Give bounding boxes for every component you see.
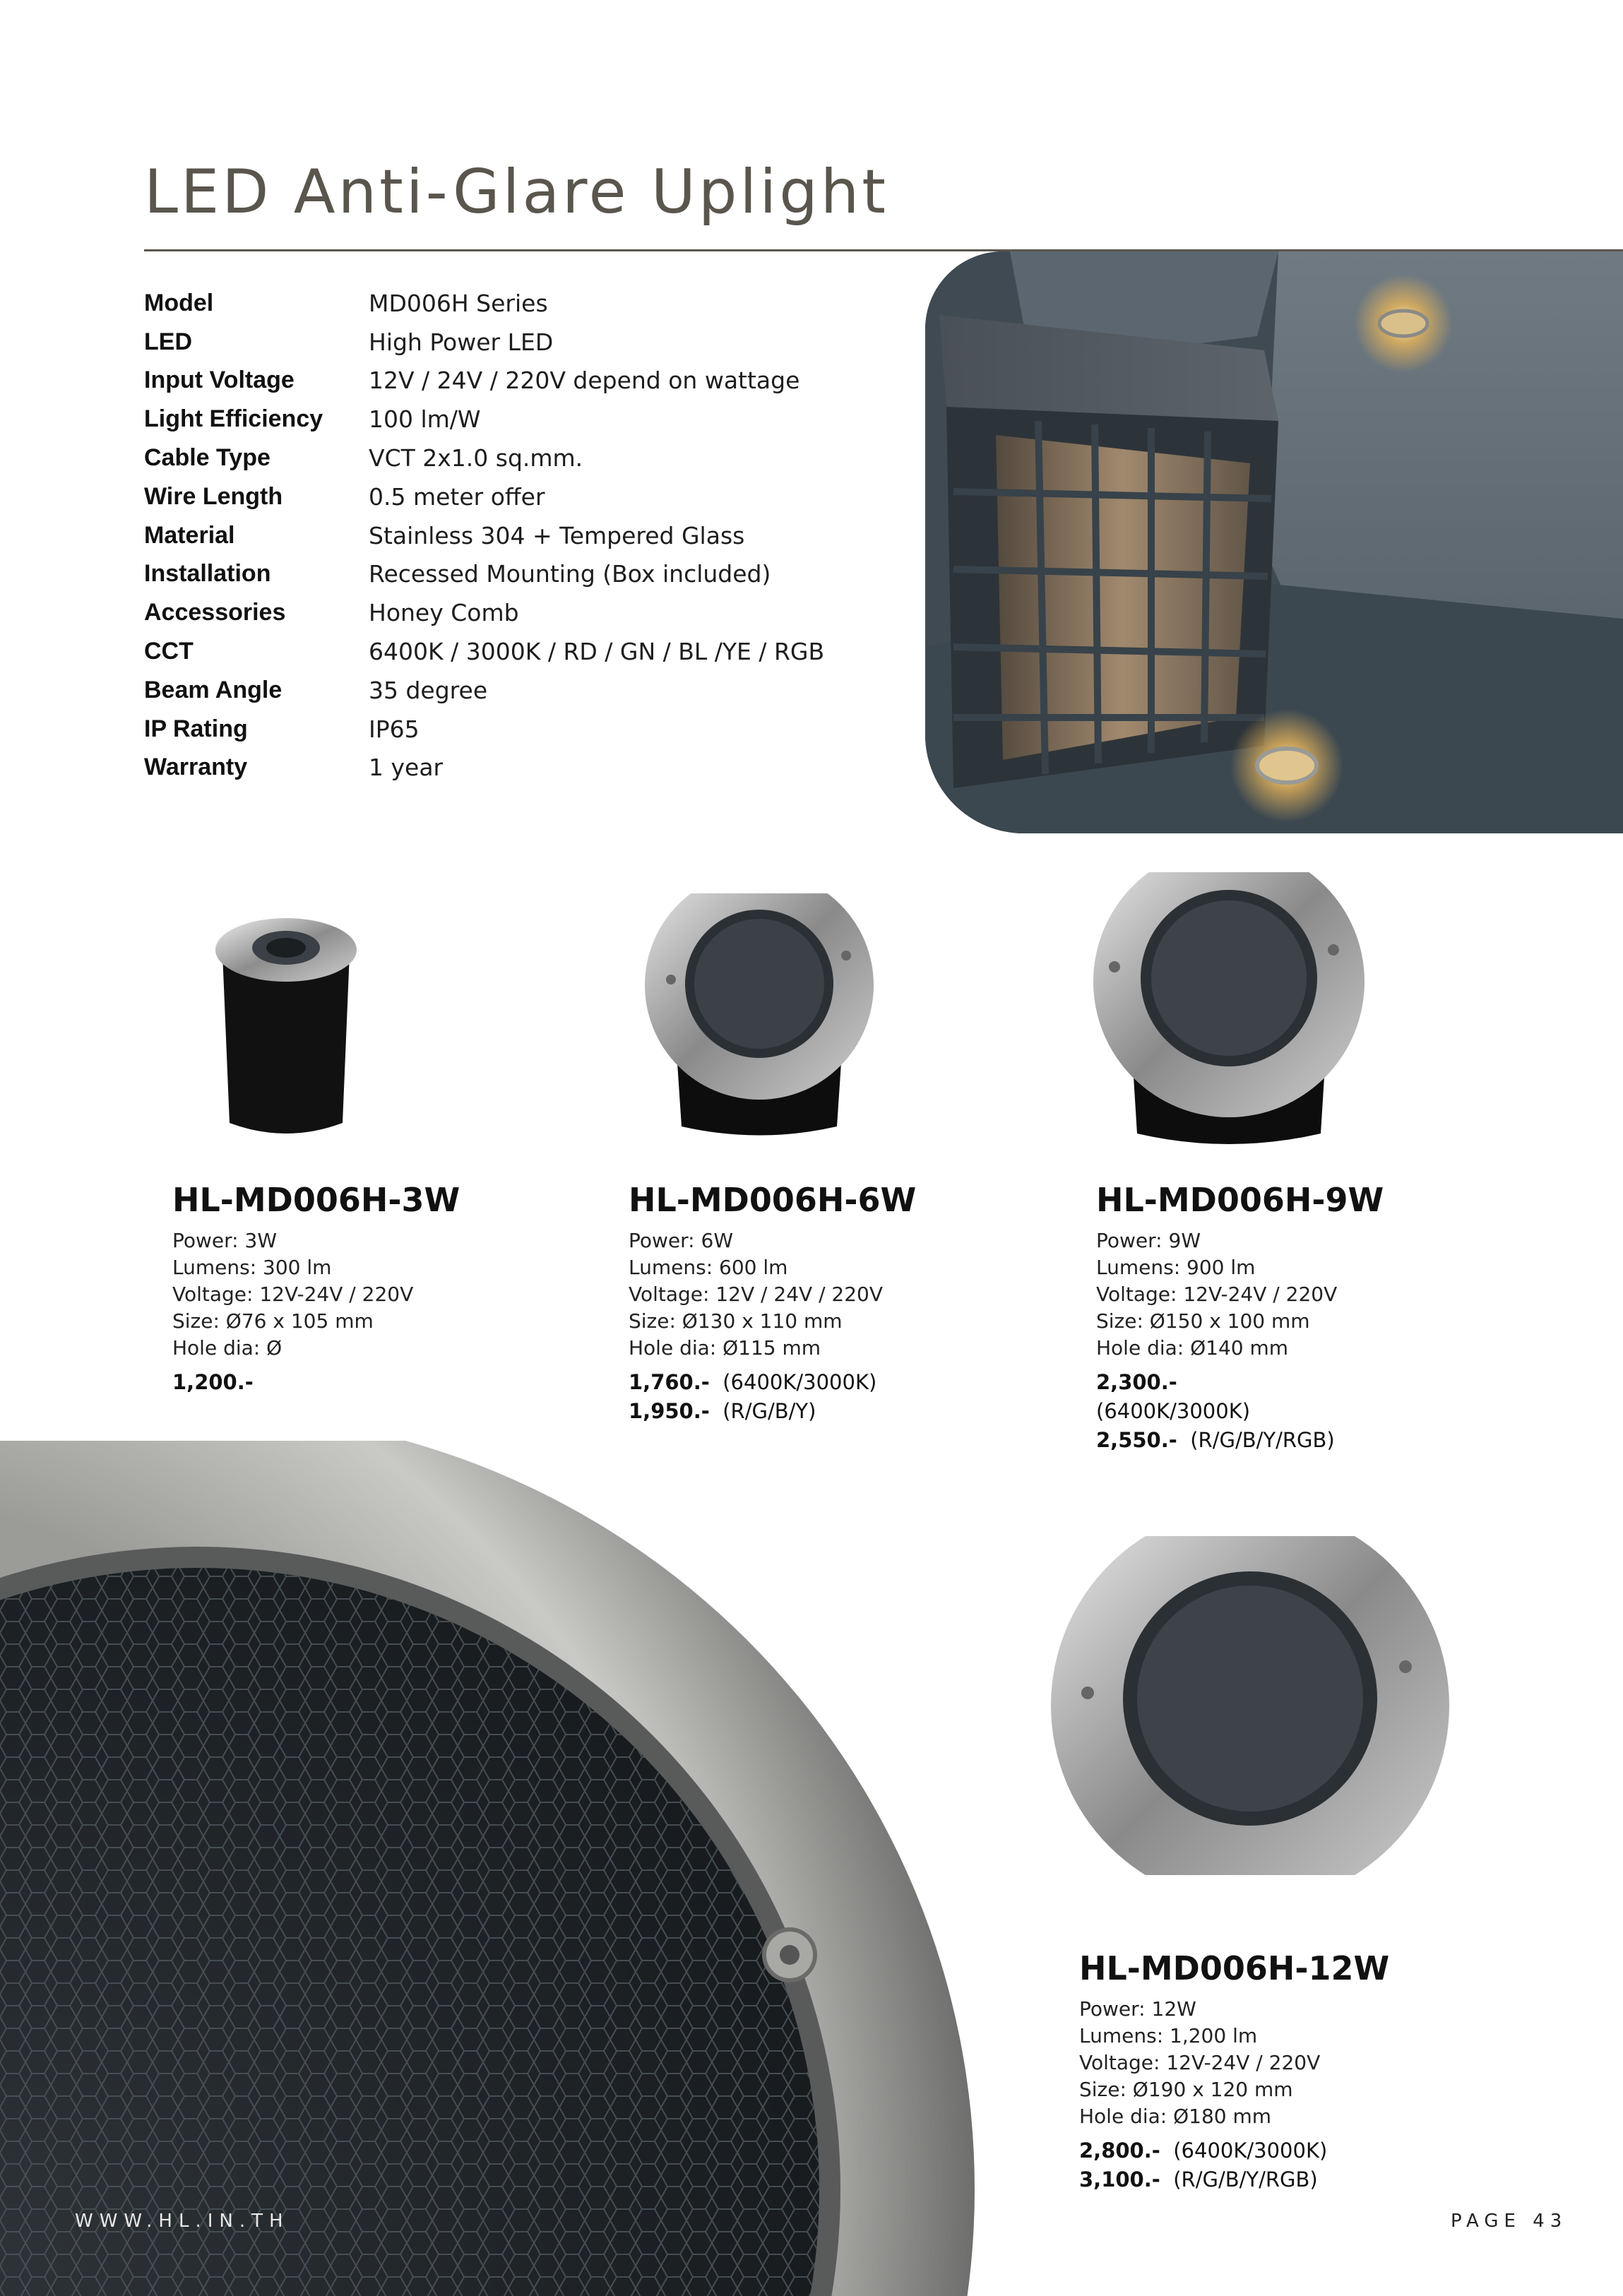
product-image-6w — [639, 893, 879, 1148]
product-closeup-image — [0, 1441, 982, 2296]
spec-label: Input Voltage — [144, 367, 295, 394]
product-price — [629, 1397, 916, 1426]
product-price — [1079, 2165, 1389, 2194]
product-card-3w — [172, 1181, 460, 1397]
price-note: (R/G/B/Y) — [723, 1399, 816, 1423]
product-spec-line: Lumens: 1,200 lm — [1079, 2024, 1258, 2047]
spec-label: CCT — [144, 638, 194, 665]
price-note: (6400K/3000K) — [723, 1370, 877, 1394]
product-model: HL-MD006H-6W — [629, 1181, 917, 1219]
spec-label: Beam Angle — [144, 676, 283, 703]
price-value: 2,300.- — [1096, 1370, 1177, 1394]
spec-row — [144, 555, 824, 594]
spec-label: Warranty — [144, 754, 248, 781]
product-price — [172, 1368, 460, 1397]
price-value: 3,100.- — [1079, 2167, 1160, 2191]
spec-label: Light Efficiency — [144, 405, 323, 433]
price-value: 2,800.- — [1079, 2139, 1160, 2163]
spec-label: Material — [144, 521, 235, 549]
spec-value: 6400K / 3000K / RD / GN / BL /YE / RGB — [369, 638, 825, 666]
spec-row — [144, 593, 824, 632]
spec-value: 100 lm/W — [369, 405, 481, 434]
spec-value: VCT 2x1.0 sq.mm. — [369, 444, 583, 472]
spec-label: Model — [144, 289, 214, 316]
installation-scene-photo — [925, 251, 1623, 833]
spec-value: High Power LED — [369, 328, 554, 356]
website-link[interactable]: WWW.HL.IN.TH — [75, 2211, 290, 2232]
product-price — [1096, 1368, 1384, 1397]
spec-row — [144, 632, 824, 671]
price-note: (R/G/B/Y/RGB) — [1173, 2167, 1318, 2191]
price-value: 1,760.- — [629, 1370, 710, 1394]
product-spec-line: Voltage: 12V-24V / 220V — [172, 1283, 414, 1306]
product-model: HL-MD006H-9W — [1096, 1181, 1384, 1219]
product-spec-line: Lumens: 300 lm — [172, 1256, 332, 1279]
price-value: 1,200.- — [172, 1370, 254, 1394]
product-image-9w — [1088, 872, 1370, 1155]
spec-label: Wire Length — [144, 482, 283, 510]
product-card-6w — [629, 1181, 916, 1426]
product-spec-line: Voltage: 12V-24V / 220V — [1096, 1283, 1338, 1306]
product-price — [629, 1368, 916, 1397]
product-spec-line: Voltage: 12V-24V / 220V — [1079, 2051, 1321, 2074]
spec-label: Cable Type — [144, 444, 270, 472]
product-spec-line: Power: 12W — [1079, 1997, 1196, 2021]
product-spec-line: Hole dia: Ø180 mm — [1079, 2105, 1272, 2128]
spec-label: Accessories — [144, 599, 286, 626]
spec-row — [144, 749, 824, 787]
product-spec-line: Hole dia: Ø115 mm — [629, 1336, 821, 1360]
spec-value: 12V / 24V / 220V depend on wattage — [369, 367, 800, 395]
product-spec-line: Size: Ø150 x 100 mm — [1096, 1309, 1310, 1333]
spec-value: 0.5 meter offer — [369, 482, 545, 511]
spec-row — [144, 323, 824, 362]
product-image-12w — [1049, 1536, 1451, 1875]
spec-value: Stainless 304 + Tempered Glass — [369, 521, 745, 549]
price-value: 2,550.- — [1096, 1428, 1177, 1452]
product-price — [1096, 1426, 1384, 1455]
spec-row — [144, 400, 824, 439]
product-model: HL-MD006H-3W — [172, 1181, 460, 1219]
spec-label: Installation — [144, 560, 271, 588]
spec-value: 1 year — [369, 754, 444, 782]
product-card-12w — [1079, 1949, 1389, 2194]
spec-label: LED — [144, 328, 192, 355]
spec-value: MD006H Series — [369, 289, 548, 317]
product-image-3w — [205, 911, 367, 1151]
product-price — [1079, 2136, 1389, 2165]
product-spec-line: Size: Ø190 x 120 mm — [1079, 2078, 1293, 2101]
spec-value: Recessed Mounting (Box included) — [369, 560, 771, 588]
product-spec-line: Power: 9W — [1096, 1229, 1201, 1252]
product-price — [1096, 1397, 1384, 1426]
spec-value: Honey Comb — [369, 599, 519, 627]
spec-row — [144, 439, 824, 477]
spec-value: 35 degree — [369, 676, 488, 704]
price-note: (6400K/3000K) — [1173, 2139, 1328, 2163]
product-spec-line: Power: 3W — [172, 1229, 277, 1252]
product-spec-line: Hole dia: Ø140 mm — [1096, 1336, 1289, 1360]
price-value: 1,950.- — [629, 1399, 710, 1423]
spec-row — [144, 477, 824, 516]
product-spec-line: Lumens: 900 lm — [1096, 1256, 1256, 1279]
spec-row — [144, 516, 824, 555]
page-title: LED Anti-Glare Uplight — [144, 157, 889, 227]
page-number: PAGE 43 — [1451, 2211, 1568, 2232]
spec-row — [144, 710, 824, 749]
product-spec-line: Power: 6W — [629, 1229, 733, 1252]
spec-row — [144, 671, 824, 710]
price-note: (6400K/3000K) — [1096, 1399, 1251, 1423]
product-model: HL-MD006H-12W — [1079, 1949, 1390, 1987]
product-spec-line: Size: Ø130 x 110 mm — [629, 1309, 843, 1333]
product-spec-line: Lumens: 600 lm — [629, 1256, 788, 1279]
product-card-9w — [1096, 1181, 1384, 1455]
spec-row — [144, 284, 824, 323]
product-spec-line: Voltage: 12V / 24V / 220V — [629, 1283, 883, 1306]
price-note: (R/G/B/Y/RGB) — [1190, 1428, 1335, 1452]
spec-table — [144, 284, 824, 787]
spec-value: IP65 — [369, 715, 420, 743]
spec-label: IP Rating — [144, 715, 248, 742]
spec-row — [144, 362, 824, 400]
product-spec-line: Size: Ø76 x 105 mm — [172, 1309, 374, 1333]
product-spec-line: Hole dia: Ø — [172, 1336, 283, 1360]
